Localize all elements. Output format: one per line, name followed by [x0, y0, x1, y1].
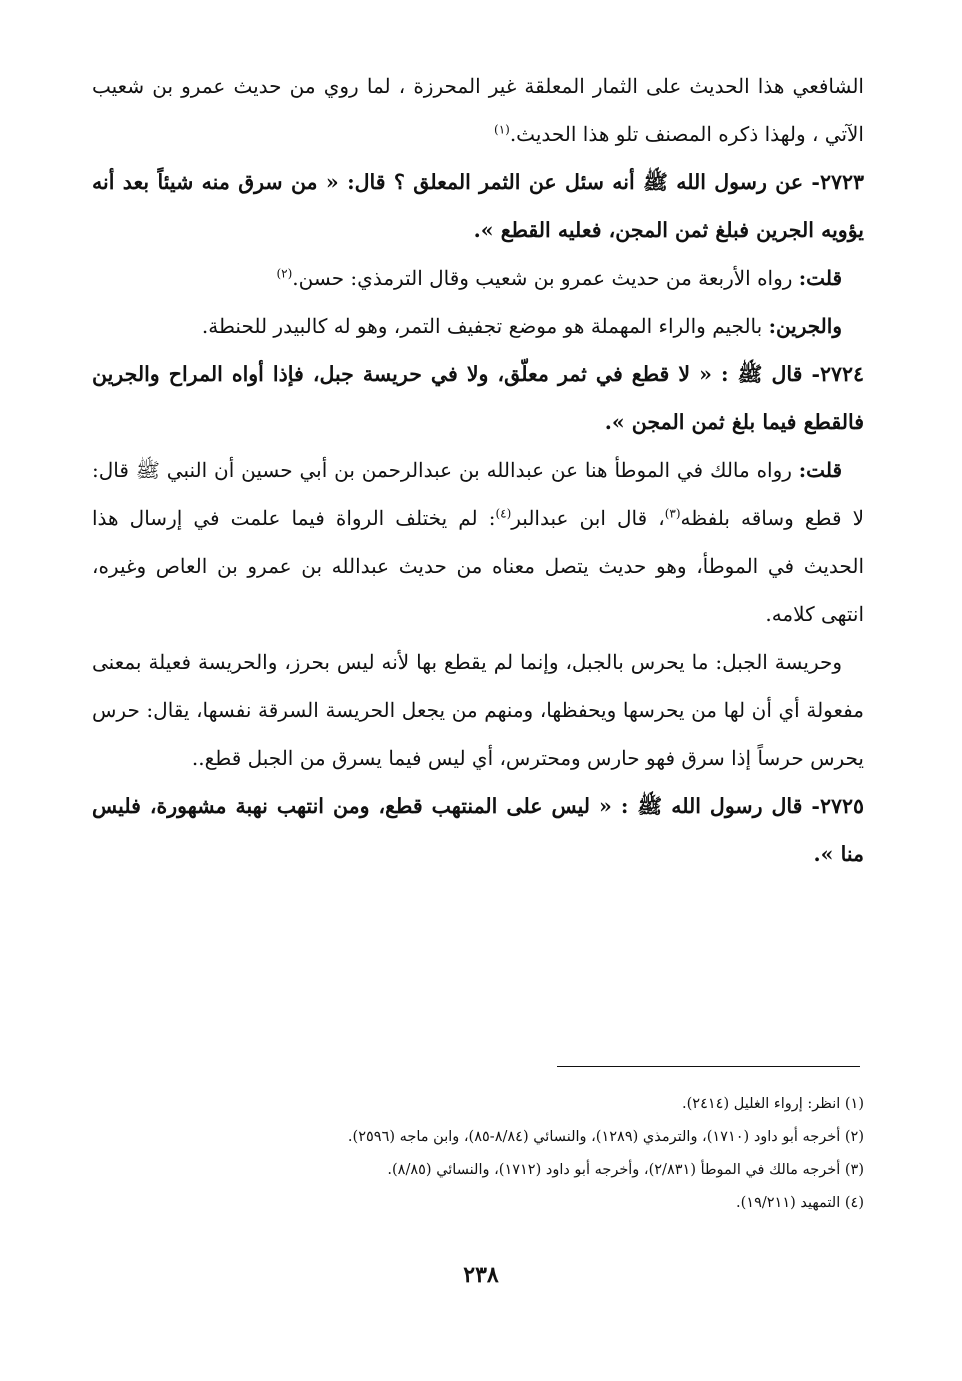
footnote-2: (٢) أخرجه أبو داود (١٧١٠)، والترمذي (١٢٨٩)، والنسائي (٨/٨٤-٨٥)، وابن ماجه (٢٥٩٦).	[347, 1129, 864, 1145]
hadith-2723: ٢٧٢٣- عن رسول الله ﷺ أنه سئل عن الثمر المعلق ؟ قال: « من سرق منه شيئاً بعد أنه يؤويه الجرين فبلغ ثمن المجن، فعليه القطع ».	[92, 170, 864, 242]
qultu-label: قلت:	[798, 458, 842, 482]
footnote-ref-4: (٤)	[495, 506, 512, 521]
hadith-2725: ٢٧٢٥- قال رسول الله ﷺ : « ليس على المنتهب قطع، ومن انتهب نهبة مشهورة، فليس منا ».	[92, 794, 864, 866]
qultu-label: قلت:	[798, 266, 842, 290]
paragraph-intro	[92, 62, 864, 158]
footnote-3: (٣) أخرجه مالك في الموطأ (٢/٨٣١)، وأخرجه أبو داود (١٧١٢)، والنسائي (٨/٨٥).	[387, 1162, 864, 1178]
jarin-label: والجرين:	[768, 314, 842, 338]
footnote-1: (١) انظر: إرواء الغليل (٢٤١٤).	[682, 1096, 864, 1112]
note-qultu-1	[92, 254, 864, 302]
footnote-ref-2: (٢)	[276, 266, 293, 281]
paragraph-harisa: وحريسة الجبل: ما يحرس بالجبل، وإنما لم يقطع بها لأنه ليس بحرز، والحريسة فعيلة بمعنى مفعولة أي أن لها من يحرسها ويحفظها، ومنهم من يجعل الحريسة السرقة نفسها، يقال: حرس يحرس حرساً إذا سرق فهو حارس ومحترس، أي ليس فيما يسرق من الجبل قطع..	[92, 650, 864, 770]
qultu-text-b: ، قال ابن عبدالبر	[511, 506, 665, 530]
qultu-text-a: رواه مالك في الموطأ هنا عن عبدالله بن عبدالرحمن بن أبي حسين أن النبي ﷺ قال: لا قطع وساقه بلفظه	[92, 458, 864, 530]
footnote-ref-3: (٣)	[664, 506, 681, 521]
main-text	[92, 62, 864, 878]
footnote-4: (٤) التمهيد (١٩/٢١١).	[736, 1195, 864, 1211]
paragraph-intro-text: الشافعي هذا الحديث على الثمار المعلقة غير المحرزة ، لما روي من حديث عمرو بن شعيب الآتي ، ولهذا ذكره المصنف تلو هذا الحديث.	[92, 74, 864, 146]
footnotes	[92, 1088, 864, 1220]
footnote-separator	[557, 1066, 860, 1067]
hadith-2724: ٢٧٢٤- قال ﷺ : « لا قطع في ثمر معلّق، ولا في حريسة جبل، فإذا أواه المراح والجرين فالقطع فيما بلغ ثمن المجن ».	[92, 362, 864, 434]
note-jarin	[92, 302, 864, 350]
page-number: ٢٣٨	[463, 1262, 499, 1288]
note-qultu-2	[92, 446, 864, 638]
footnote-ref-1: (١)	[494, 122, 510, 137]
qultu-text-c: : لم يختلف الرواة فيما علمت في إرسال هذا الحديث في الموطأ، وهو حديث يتصل معناه من حديث عبدالله بن عمرو بن العاص وغيره، انتهى كلامه.	[92, 506, 864, 626]
qultu-text: رواه الأربعة من حديث عمرو بن شعيب وقال الترمذي: حسن.	[292, 266, 799, 290]
jarin-text: بالجيم والراء المهملة هو موضع تجفيف التمر، وهو له كالبيدر للحنطة.	[201, 314, 769, 338]
